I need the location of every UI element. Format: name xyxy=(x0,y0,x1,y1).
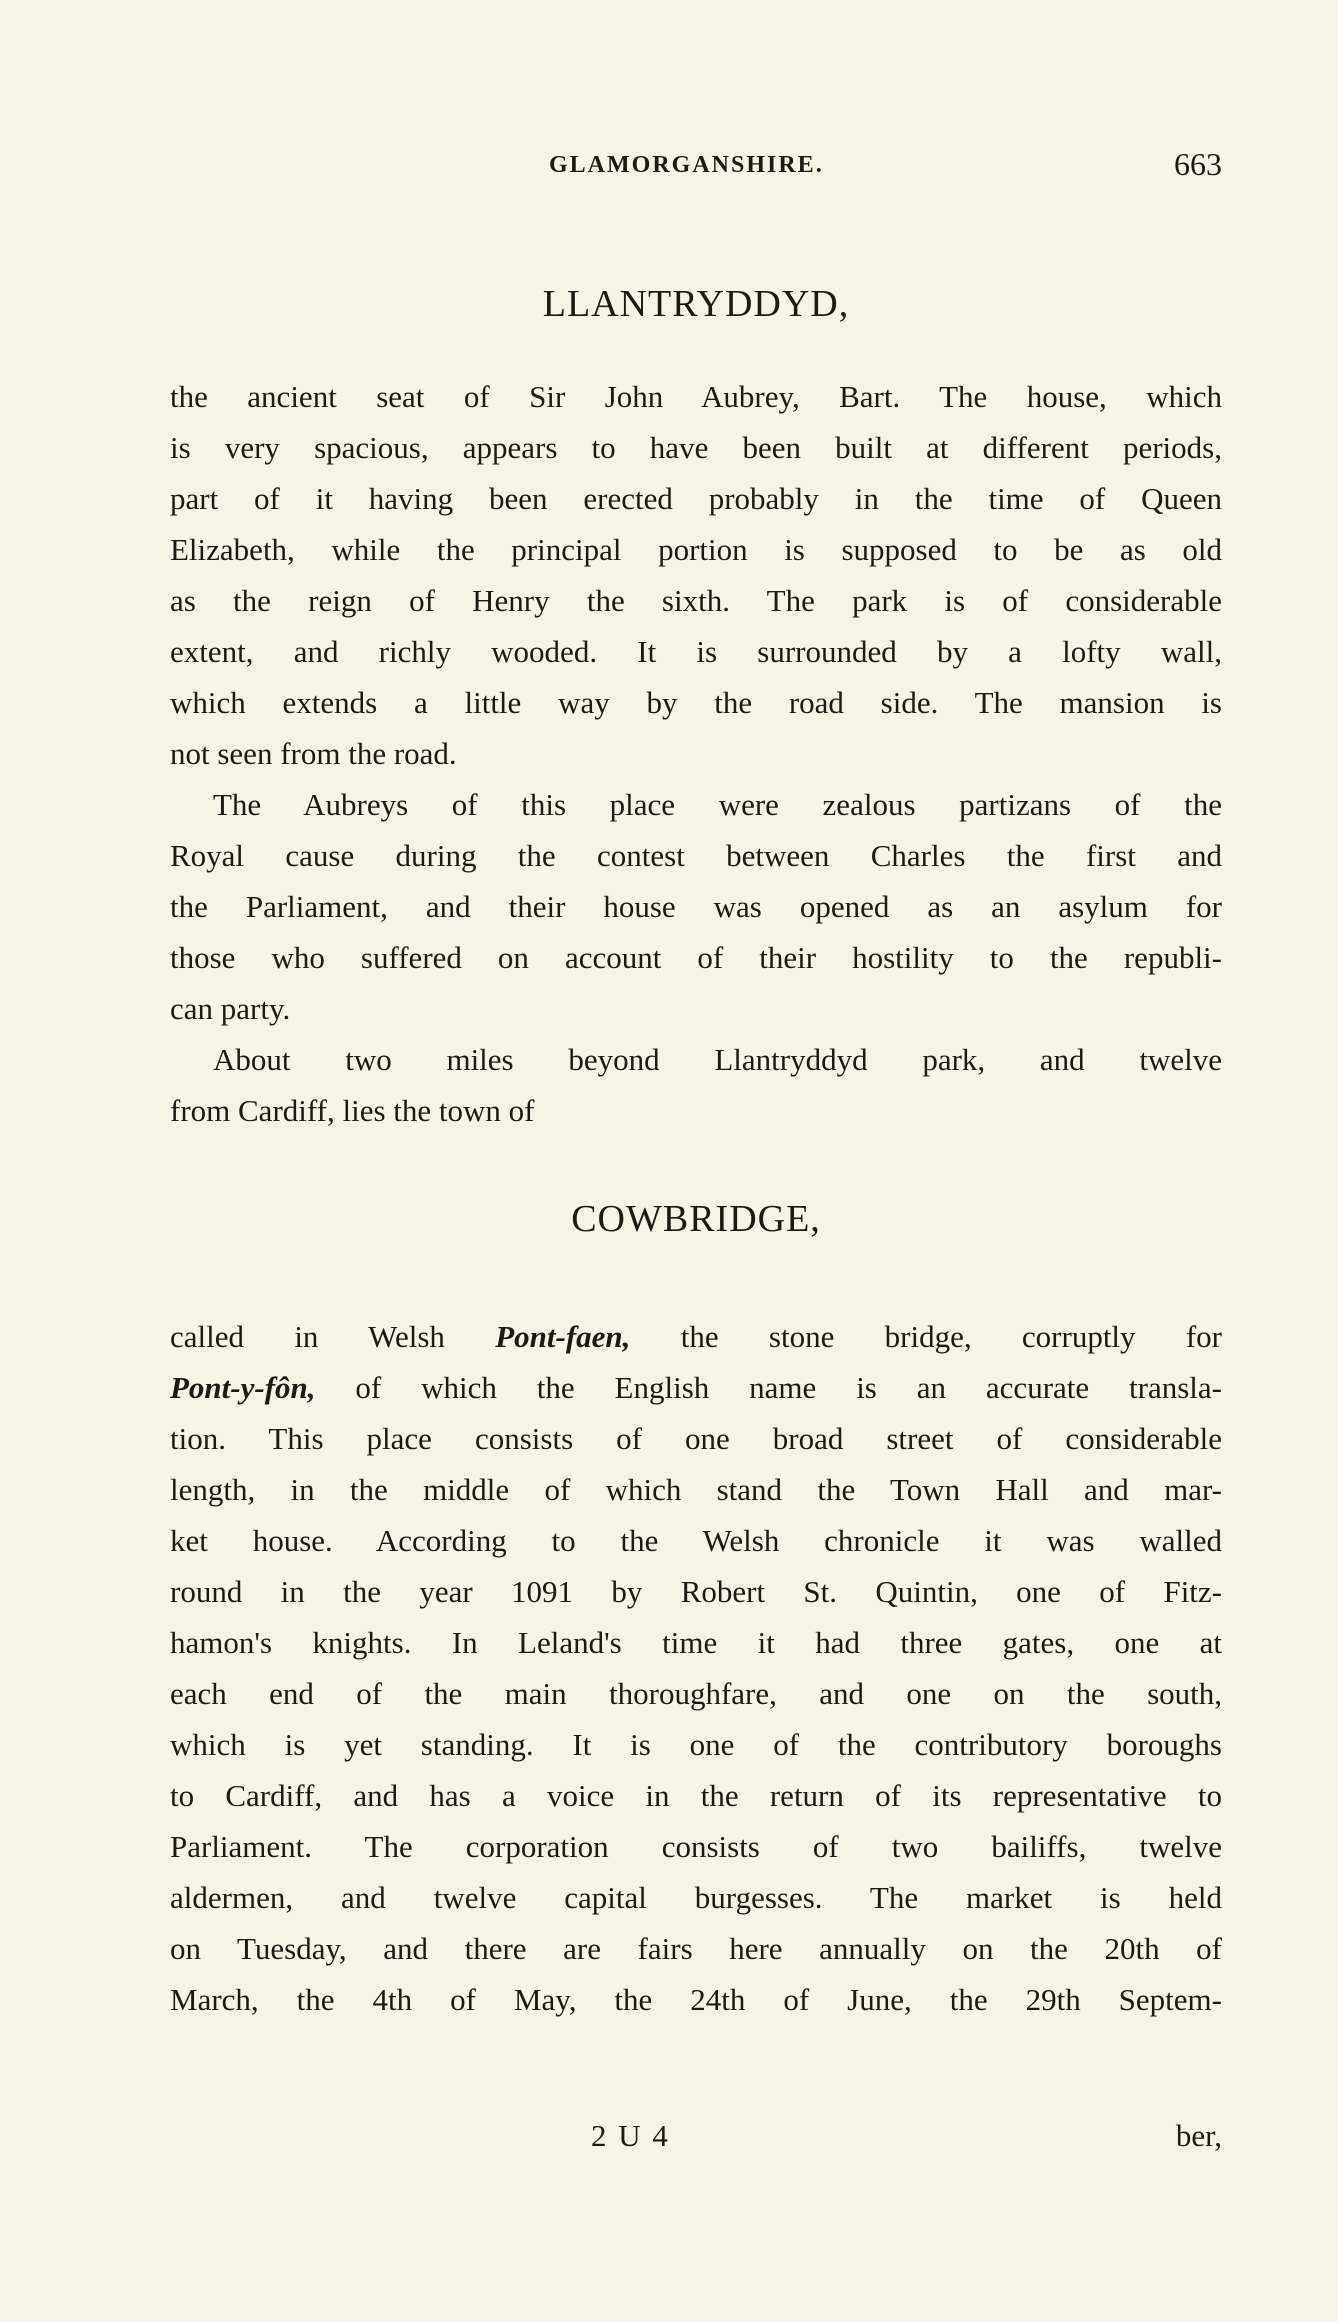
text-line: About two miles beyond Llantryddyd park, and twelve xyxy=(213,1042,1222,1077)
catchword: ber, xyxy=(1175,2118,1222,2153)
text-line xyxy=(170,1362,1222,1413)
section-heading-cowbridge: COWBRIDGE, xyxy=(571,1198,821,1240)
text-line: those who suffered on account of their hostility to the republi- xyxy=(170,940,1222,975)
text-line: from Cardiff, lies the town of xyxy=(170,1093,535,1128)
text-line: on Tuesday, and there are fairs here annually on the 20th of xyxy=(170,1931,1222,1966)
text-line: which extends a little way by the road side. The mansion is xyxy=(170,685,1222,720)
text-line: aldermen, and twelve capital burgesses. The market is held xyxy=(170,1880,1222,1915)
welsh-term-pont-y-fon: Pont-y-fôn, xyxy=(170,1370,316,1405)
text-line: round in the year 1091 by Robert St. Quintin, one of Fitz- xyxy=(170,1574,1222,1609)
text-line: is very spacious, appears to have been built at different periods, xyxy=(170,430,1222,465)
text-line: not seen from the road. xyxy=(170,736,457,771)
text-line: The Aubreys of this place were zealous partizans of the xyxy=(213,787,1222,822)
llantryddyd-text xyxy=(170,371,1222,1136)
running-head xyxy=(170,146,1222,188)
text-line: length, in the middle of which stand the Town Hall and mar- xyxy=(170,1472,1222,1507)
page-number: 663 xyxy=(1174,146,1222,182)
cowbridge-text xyxy=(170,1311,1222,2025)
line-text: the stone bridge, corruptly for xyxy=(630,1319,1222,1354)
text-line: part of it having been erected probably in the time of Queen xyxy=(170,481,1222,516)
text-line: hamon's knights. In Leland's time it had three gates, one at xyxy=(170,1625,1222,1660)
text-line: the ancient seat of Sir John Aubrey, Bart. The house, which xyxy=(170,379,1222,414)
text-line: March, the 4th of May, the 24th of June, the 29th Septem- xyxy=(170,1982,1222,2017)
text-line xyxy=(170,1311,1222,1362)
welsh-term-pont-faen: Pont-faen, xyxy=(495,1319,631,1354)
line-text: called in Welsh xyxy=(170,1319,496,1354)
line-text: of which the English name is an accurate transla- xyxy=(315,1370,1222,1405)
text-line: Royal cause during the contest between Charles the first and xyxy=(170,838,1222,873)
text-line: to Cardiff, and has a voice in the return of its representative to xyxy=(170,1778,1222,1813)
page-footer xyxy=(170,2118,1222,2158)
running-title: GLAMORGANSHIRE. xyxy=(549,152,824,178)
text-line: extent, and richly wooded. It is surrounded by a lofty wall, xyxy=(170,634,1222,669)
text-line: the Parliament, and their house was opened as an asylum for xyxy=(170,889,1222,924)
text-line: Elizabeth, while the principal portion is supposed to be as old xyxy=(170,532,1222,567)
text-line: as the reign of Henry the sixth. The park is of considerable xyxy=(170,583,1222,618)
section-heading-llantryddyd: LLANTRYDDYD, xyxy=(542,283,850,325)
text-line: tion. This place consists of one broad street of considerable xyxy=(170,1421,1222,1456)
text-line: Parliament. The corporation consists of two bailiffs, twelve xyxy=(170,1829,1222,1864)
text-line: ket house. According to the Welsh chronicle it was walled xyxy=(170,1523,1222,1558)
text-line: each end of the main thoroughfare, and one on the south, xyxy=(170,1676,1222,1711)
text-line: which is yet standing. It is one of the contributory boroughs xyxy=(170,1727,1222,1762)
signature-mark: 2 U 4 xyxy=(591,2118,670,2153)
text-line: can party. xyxy=(170,991,291,1026)
